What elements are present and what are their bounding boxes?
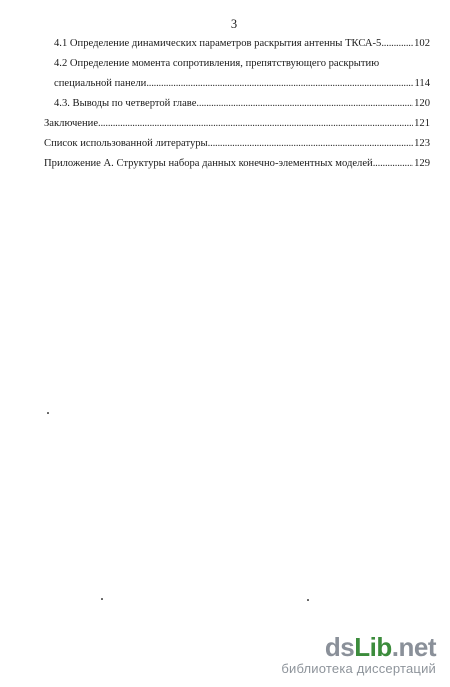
toc-leader-dots <box>146 77 413 90</box>
toc-entry-title: Список использованной литературы <box>44 138 208 149</box>
toc-entry-page: 120 <box>414 98 430 109</box>
toc-entry-page: 121 <box>414 118 430 129</box>
toc-entry-4-2 <box>54 57 430 90</box>
toc-leader-dots <box>208 137 413 150</box>
toc-entry-conclusion <box>44 117 430 130</box>
toc-entry-appendix-a <box>44 157 430 170</box>
watermark <box>281 633 436 677</box>
toc-leader-dots <box>196 97 413 110</box>
toc-entry-4-3 <box>54 97 430 110</box>
page-number: 3 <box>230 17 238 31</box>
toc-entry-4-1 <box>54 37 430 50</box>
toc-entry-page: 123 <box>414 138 430 149</box>
scan-speck <box>47 412 49 414</box>
toc-entry-page: 102 <box>414 38 430 49</box>
toc-leader-dots <box>373 157 413 170</box>
toc-entry-title: Приложение А. Структуры набора данных конечно-элементных моделей <box>44 158 373 169</box>
watermark-logo: dsLib.net <box>324 632 436 662</box>
toc-entry-title: 4.1 Определение динамических параметров раскрытия антенны ТКСА-5 <box>54 38 382 49</box>
toc-entry-title: 4.2 Определение момента сопротивления, препятствующего раскрытию <box>54 58 380 69</box>
toc-entry-title-continuation: специальной панели <box>54 78 147 89</box>
toc-leader-dots <box>98 117 413 130</box>
watermark-subtitle: библиотека диссертаций <box>281 661 436 676</box>
toc-entry-page: 114 <box>414 78 430 89</box>
scan-speck <box>101 598 103 600</box>
toc-entry-title: 4.3. Выводы по четвертой главе <box>54 98 197 109</box>
toc-entry-title: Заключение <box>44 118 99 129</box>
toc-leader-dots <box>381 37 413 50</box>
toc-entry-references <box>44 137 430 150</box>
toc-entry-page: 129 <box>414 158 430 169</box>
scan-speck <box>307 599 309 601</box>
